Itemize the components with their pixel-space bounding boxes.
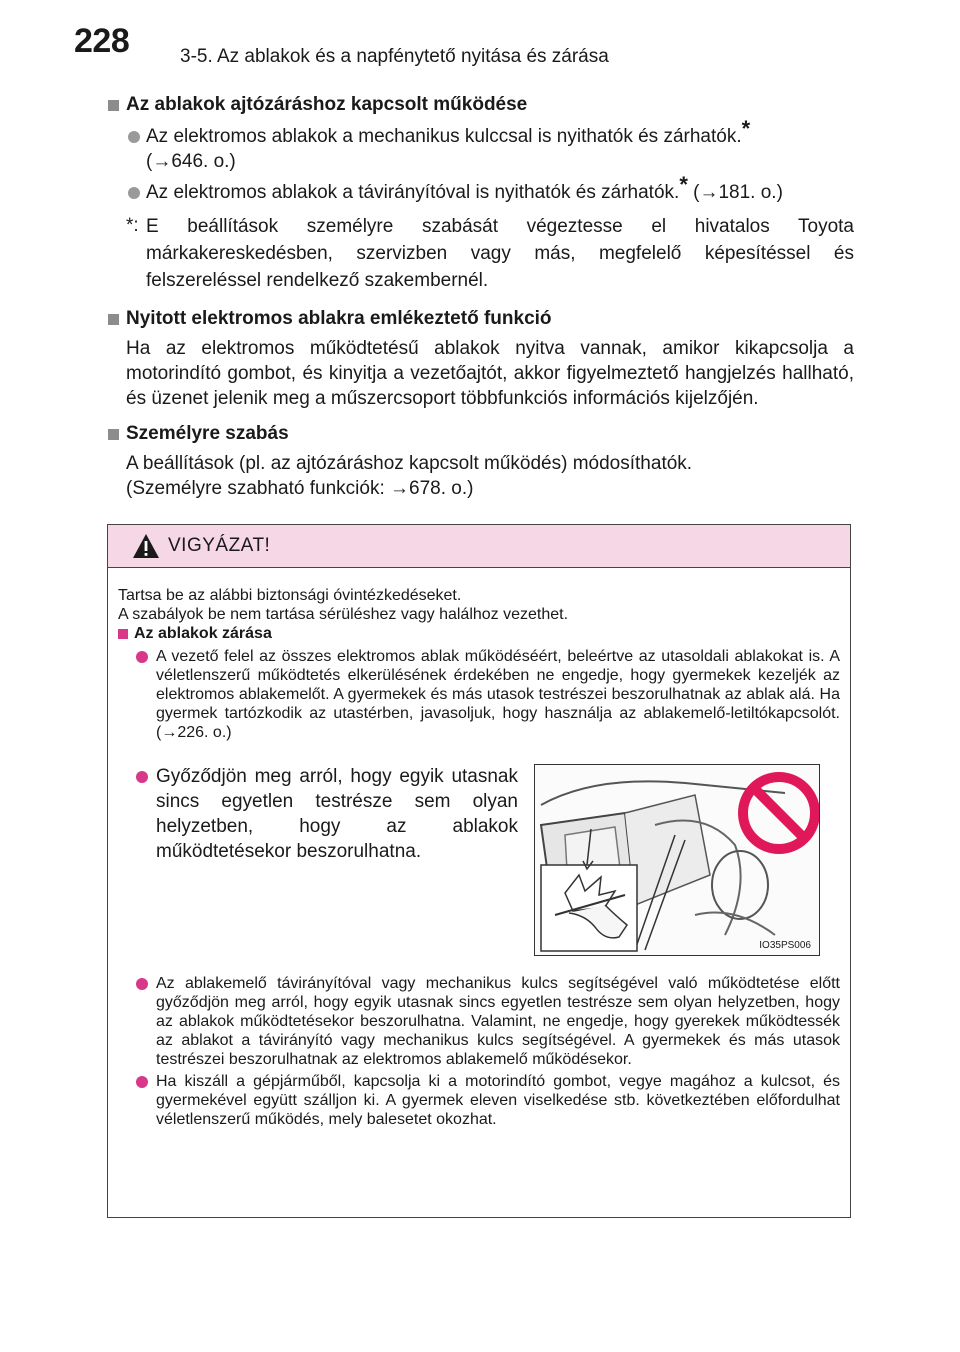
bullet-icon bbox=[136, 771, 148, 783]
section-heading: Az ablakok ajtózáráshoz kapcsolt működése bbox=[108, 92, 854, 118]
illustration bbox=[534, 764, 820, 956]
warning-box bbox=[107, 524, 851, 1218]
bullet-icon bbox=[128, 131, 140, 143]
page-reference: (→181. o.) bbox=[693, 182, 783, 203]
section-heading: Személyre szabás bbox=[108, 421, 854, 447]
footnote-text: E beállítások személyre szabását végeztesse el hivatalos Toyota márkakereskedésben, szervizben vagy más, megfelelő képesítéssel és felszereléssel rendelkező szakembernél. bbox=[146, 216, 854, 291]
figure-code: IO35PS006 bbox=[759, 940, 811, 951]
section-heading: Nyitott elektromos ablakra emlékeztető funkció bbox=[108, 306, 854, 332]
section-body-line: A beállítások (pl. az ajtózáráshoz kapcsolt működés) módosíthatók. bbox=[126, 453, 693, 474]
section-body-line: (Személyre szabható funkciók: →678. o.) bbox=[126, 478, 474, 499]
footnote-star: * bbox=[741, 116, 751, 141]
footnote-mark: *: bbox=[126, 215, 139, 236]
bullet-icon bbox=[128, 187, 140, 199]
square-bullet-icon bbox=[118, 629, 128, 639]
page-reference: (→646. o.) bbox=[146, 151, 236, 172]
square-bullet-icon bbox=[108, 100, 119, 111]
warning-triangle-icon bbox=[132, 533, 160, 559]
warning-item: Ha kiszáll a gépjárműből, kapcsolja ki a motorindító gombot, vegye magához a kulcsot, és gyermekével együtt szálljon ki. A gyermek eleven viselkedése stb. következtében előfordulhat véletlenszerű működés, mely balesetet okozhat. bbox=[118, 1072, 840, 1129]
bullet-icon bbox=[136, 651, 148, 663]
footnote-star: * bbox=[679, 172, 688, 197]
bullet-icon bbox=[136, 978, 148, 990]
square-bullet-icon bbox=[108, 314, 119, 325]
list-item bbox=[108, 116, 854, 174]
warning-item: A vezető felel az összes elektromos ablak működéséért, beleértve az utasoldali ablakokat is. A véletlenszerű működtetés elkerülésének érdekében ne engedje, hogy gyermekek kezeljék az elektromos ablakemelőt. A gyermekek és más utasok testrészei beszorulhatnak az ablak alá. Ha gyermek tartózkodik az utastérben, javasoljuk, hogy használja az ablakemelő-letiltókapcsolót. (→226. o.) bbox=[118, 647, 840, 742]
warning-item: Az ablakemelő távirányítóval vagy mechanikus kulcs segítségével való működtetése előtt győződjön meg arról, hogy egyik utasnak sincs egyetlen testrésze sem olyan helyzetben, hogy az ablakok működtetésekor beszorulhatna. Valamint, ne engedje, hogy gyerekek működtessék az ablakot a távirányító vagy mechanikus kulcs segítségével. A gyermekek és más utasok testrészei beszorulhatnak az elektromos ablakemelő működésekor. bbox=[118, 974, 840, 1069]
list-item-text: Az elektromos ablakok a mechanikus kulccsal is nyithatók és zárhatók. bbox=[146, 126, 742, 147]
warning-title: VIGYÁZAT! bbox=[168, 535, 271, 556]
list-item bbox=[108, 172, 854, 205]
main-content bbox=[108, 92, 854, 501]
page-number: 228 bbox=[74, 22, 130, 60]
square-bullet-icon bbox=[108, 429, 119, 440]
hand-caught-in-window-illustration bbox=[535, 765, 819, 955]
warning-item: Győződjön meg arról, hogy egyik utasnak sincs egyetlen testrésze sem olyan helyzetben, hogy az ablakok működtetésekor beszorulhatna. bbox=[118, 764, 518, 956]
warning-intro: Tartsa be az alábbi biztonsági óvintézkedéseket. bbox=[118, 587, 462, 604]
warning-header bbox=[108, 525, 850, 568]
section-body: Ha az elektromos működtetésű ablakok nyitva vannak, amikor kikapcsolja a motorindító gombot, és kinyitja a vezetőajtót, akkor figyelmeztető hangjelzés hallható, és üzenet jelenik meg a műszercsoport többfunkciós információs kijelzőjén. bbox=[126, 338, 854, 409]
warning-intro: A szabályok be nem tartása sérüléshez vagy halálhoz vezethet. bbox=[118, 606, 569, 623]
chapter-title: 3-5. Az ablakok és a napfénytető nyitása és zárása bbox=[180, 46, 609, 67]
footnote bbox=[126, 213, 854, 294]
list-item-text: Az elektromos ablakok a távirányítóval is nyithatók és zárhatók. bbox=[146, 182, 680, 203]
bullet-icon bbox=[136, 1076, 148, 1088]
warning-figure-row bbox=[118, 764, 840, 956]
warning-subheading: Az ablakok zárása bbox=[118, 624, 840, 644]
warning-body bbox=[108, 568, 850, 1129]
